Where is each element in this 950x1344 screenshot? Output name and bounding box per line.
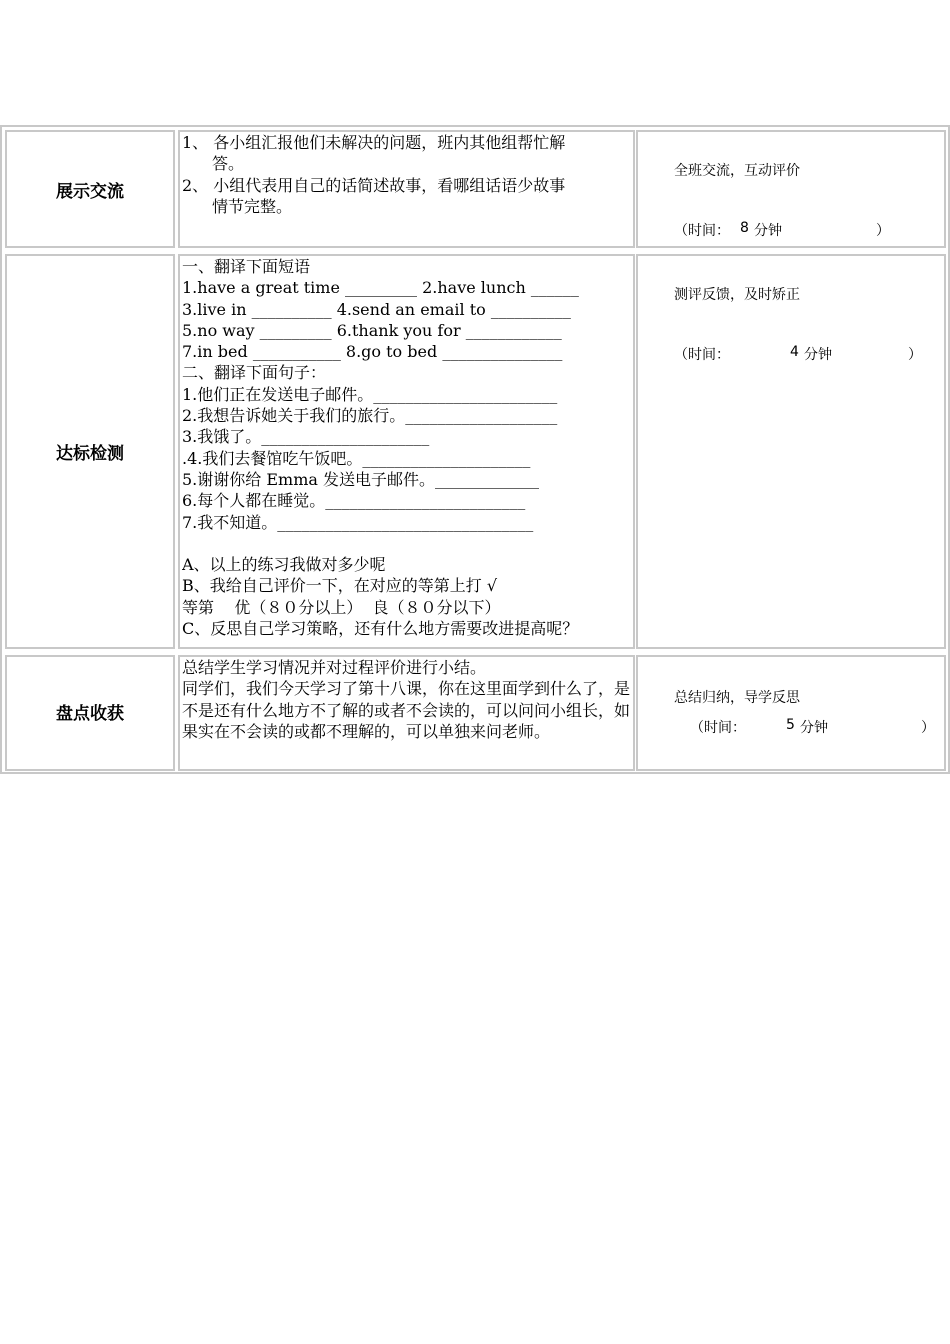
- exercise-content: [182, 256, 633, 639]
- phrase-item: 3.live in __________ 4.send an email to __________: [182, 299, 571, 319]
- blank-line: [182, 533, 633, 554]
- self-eval-item: C、反思自己学习策略，还有什么地方需要改进提高呢？: [182, 619, 579, 639]
- activity-list: [182, 132, 633, 217]
- time-value: 5: [786, 717, 795, 733]
- list-item: 情节完整。: [212, 196, 293, 216]
- sentence-item: 3.我饿了。_____________________: [182, 427, 430, 447]
- time-value: 4: [790, 344, 799, 360]
- self-eval-item: 等第 优（８０分以上） 良（８０分以下）: [182, 597, 501, 617]
- time-close: ）: [908, 347, 922, 363]
- time-prefix: （时间：: [690, 720, 746, 736]
- time-prefix: （时间：: [674, 347, 730, 363]
- method-text: 测评反馈，及时矫正: [674, 287, 800, 303]
- activity-cell: [178, 655, 635, 771]
- time-unit: 分钟: [800, 720, 828, 736]
- sentence-item: 2.我想告诉她关于我们的旅行。___________________: [182, 406, 558, 426]
- method-cell: [636, 130, 946, 248]
- phrase-item: 5.no way _________ 6.thank you for ____________: [182, 320, 562, 340]
- time-prefix: （时间：: [674, 223, 730, 239]
- method-cell: [636, 655, 946, 771]
- phrase-item: 1.have a great time _________ 2.have lunch ______: [182, 278, 579, 298]
- method-cell: [636, 254, 946, 649]
- sentence-item: 6.每个人都在睡觉。_________________________: [182, 491, 526, 511]
- method-text: 总结归纳，导学反思: [674, 690, 800, 706]
- time-value: 8: [740, 220, 749, 236]
- time-unit: 分钟: [754, 223, 782, 239]
- method-text: 全班交流，互动评价: [674, 163, 800, 179]
- stage-heading: 展示交流: [56, 182, 124, 202]
- sentence-item: .4.我们去餐馆吃午饭吧。_____________________: [182, 448, 531, 468]
- activity-cell: [178, 254, 635, 649]
- table-row: [2, 652, 948, 774]
- table-row: [2, 251, 948, 652]
- sentence-item: 1.他们正在发送电子邮件。_______________________: [182, 384, 558, 404]
- stage-cell: [5, 655, 175, 771]
- sentence-item: 5.谢谢你给 Emma 发送电子邮件。_____________: [182, 469, 540, 489]
- time-close: ）: [921, 720, 935, 736]
- summary-paragraph: 同学们，我们今天学习了第十八课，你在这里面学到什么了，是不是还有什么地方不了解的或者不会读的，可以问问小组长，如果实在不会读的或都不理解的，可以单独来问老师。: [182, 679, 631, 741]
- stage-heading: 达标检测: [56, 444, 124, 464]
- self-eval-item: A、以上的练习我做对多少呢: [182, 555, 386, 575]
- stage-heading: 盘点收获: [56, 704, 124, 724]
- activity-cell: [178, 130, 635, 248]
- section-title: 二、翻译下面句子：: [182, 363, 327, 383]
- lesson-plan-table: [0, 125, 950, 774]
- self-eval-item: B、我给自己评价一下，在对应的等第上打 √: [182, 576, 498, 596]
- sentence-item: 7.我不知道。________________________________: [182, 512, 534, 532]
- time-close: ）: [876, 223, 890, 239]
- table-row: [2, 127, 948, 251]
- stage-cell: [5, 130, 175, 248]
- list-item: 答。: [212, 154, 245, 174]
- list-item: 2、 小组代表用自己的话简述故事，看哪组话语少故事: [182, 175, 566, 195]
- stage-cell: [5, 254, 175, 649]
- phrase-item: 7.in bed ___________ 8.go to bed _______________: [182, 342, 563, 362]
- section-title: 一、翻译下面短语: [182, 257, 311, 276]
- summary-content: [182, 657, 633, 742]
- summary-line: 总结学生学习情况并对过程评价进行小结。: [182, 658, 487, 677]
- list-item: 1、 各小组汇报他们未解决的问题，班内其他组帮忙解: [182, 133, 566, 152]
- time-unit: 分钟: [804, 347, 832, 363]
